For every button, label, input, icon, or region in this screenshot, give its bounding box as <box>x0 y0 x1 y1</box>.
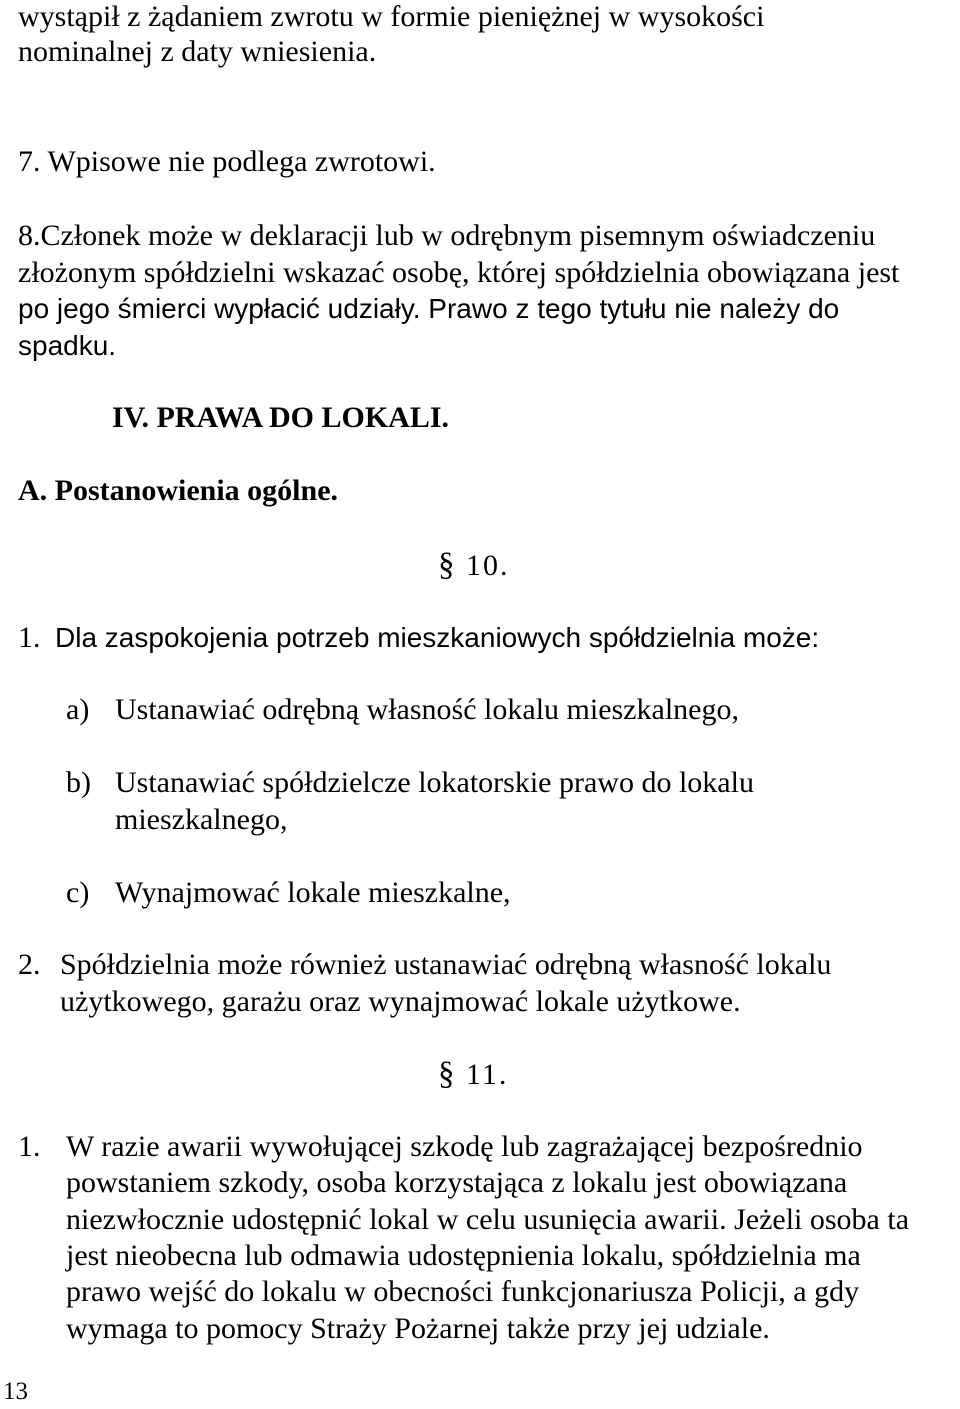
par11-line-5: prawo wejść do lokalu w obecności funkcjonariusza Policji, a gdy <box>66 1275 860 1308</box>
subsection-heading: A. Postanowienia ogólne. <box>18 474 339 507</box>
intro-line-1: wystąpił z żądaniem zwrotu w formie pieniężnej w wysokości <box>18 0 765 33</box>
item-8-line-1: 8.Członek może w deklaracji lub w odrębnym pisemnym oświadczeniu <box>18 219 876 252</box>
section-symbol: § <box>438 1056 457 1092</box>
par10-point-2-line-2: użytkowego, garażu oraz wynajmować lokale użytkowe. <box>60 985 741 1018</box>
par11-line-1: W razie awarii wywołującej szkodę lub zagrażającej bezpośrednio <box>66 1130 863 1163</box>
list-item-a-label: a) <box>66 693 90 726</box>
par10-point-2-number: 2. <box>18 948 41 981</box>
par10-point-2-line-1: Spółdzielnia może również ustanawiać odrębną własność lokalu <box>60 948 832 981</box>
section-10-heading <box>438 546 510 585</box>
par11-line-2: powstaniem szkody, osoba korzystająca z lokalu jest obowiązana <box>66 1166 848 1199</box>
page-number: 13 <box>3 1378 28 1405</box>
list-item-a-text: Ustanawiać odrębną własność lokalu mieszkalnego, <box>115 693 739 726</box>
section-11-heading <box>438 1055 508 1094</box>
par11-line-3: niezwłocznie udostępnić lokal w celu usunięcia awarii. Jeżeli osoba ta <box>66 1203 910 1236</box>
item-7: 7. Wpisowe nie podlega zwrotowi. <box>18 145 436 178</box>
list-item-b-label: b) <box>66 766 91 799</box>
item-8-line-2: złożonym spółdzielni wskazać osobę, której spółdzielnia obowiązana jest <box>18 256 900 289</box>
intro-line-2: nominalnej z daty wniesienia. <box>18 35 377 68</box>
section-number: 11. <box>466 1058 509 1091</box>
par11-point-1-number: 1. <box>18 1130 41 1163</box>
chapter-heading: IV. PRAWA DO LOKALI. <box>112 401 450 434</box>
par10-point-1-text: Dla zaspokojenia potrzeb mieszkaniowych spółdzielnia może: <box>55 622 820 653</box>
par11-line-4: jest nieobecna lub odmawia udostępnienia lokalu, spółdzielnia ma <box>66 1239 861 1272</box>
list-item-c-text: Wynajmować lokale mieszkalne, <box>115 876 511 909</box>
list-item-c-label: c) <box>66 876 90 909</box>
item-8-line-3: po jego śmierci wypłacić udziały. Prawo z tego tytułu nie należy do <box>18 293 840 324</box>
section-number: 10. <box>466 549 510 582</box>
section-symbol: § <box>438 547 457 583</box>
list-item-b-line-1: Ustanawiać spółdzielcze lokatorskie prawo do lokalu <box>115 766 754 799</box>
list-item-b-line-2: mieszkalnego, <box>115 803 288 836</box>
par11-line-6: wymaga to pomocy Straży Pożarnej także przy jej udziale. <box>66 1312 770 1345</box>
par10-point-1-number: 1. <box>18 621 41 654</box>
item-8-line-4: spadku. <box>18 330 117 361</box>
